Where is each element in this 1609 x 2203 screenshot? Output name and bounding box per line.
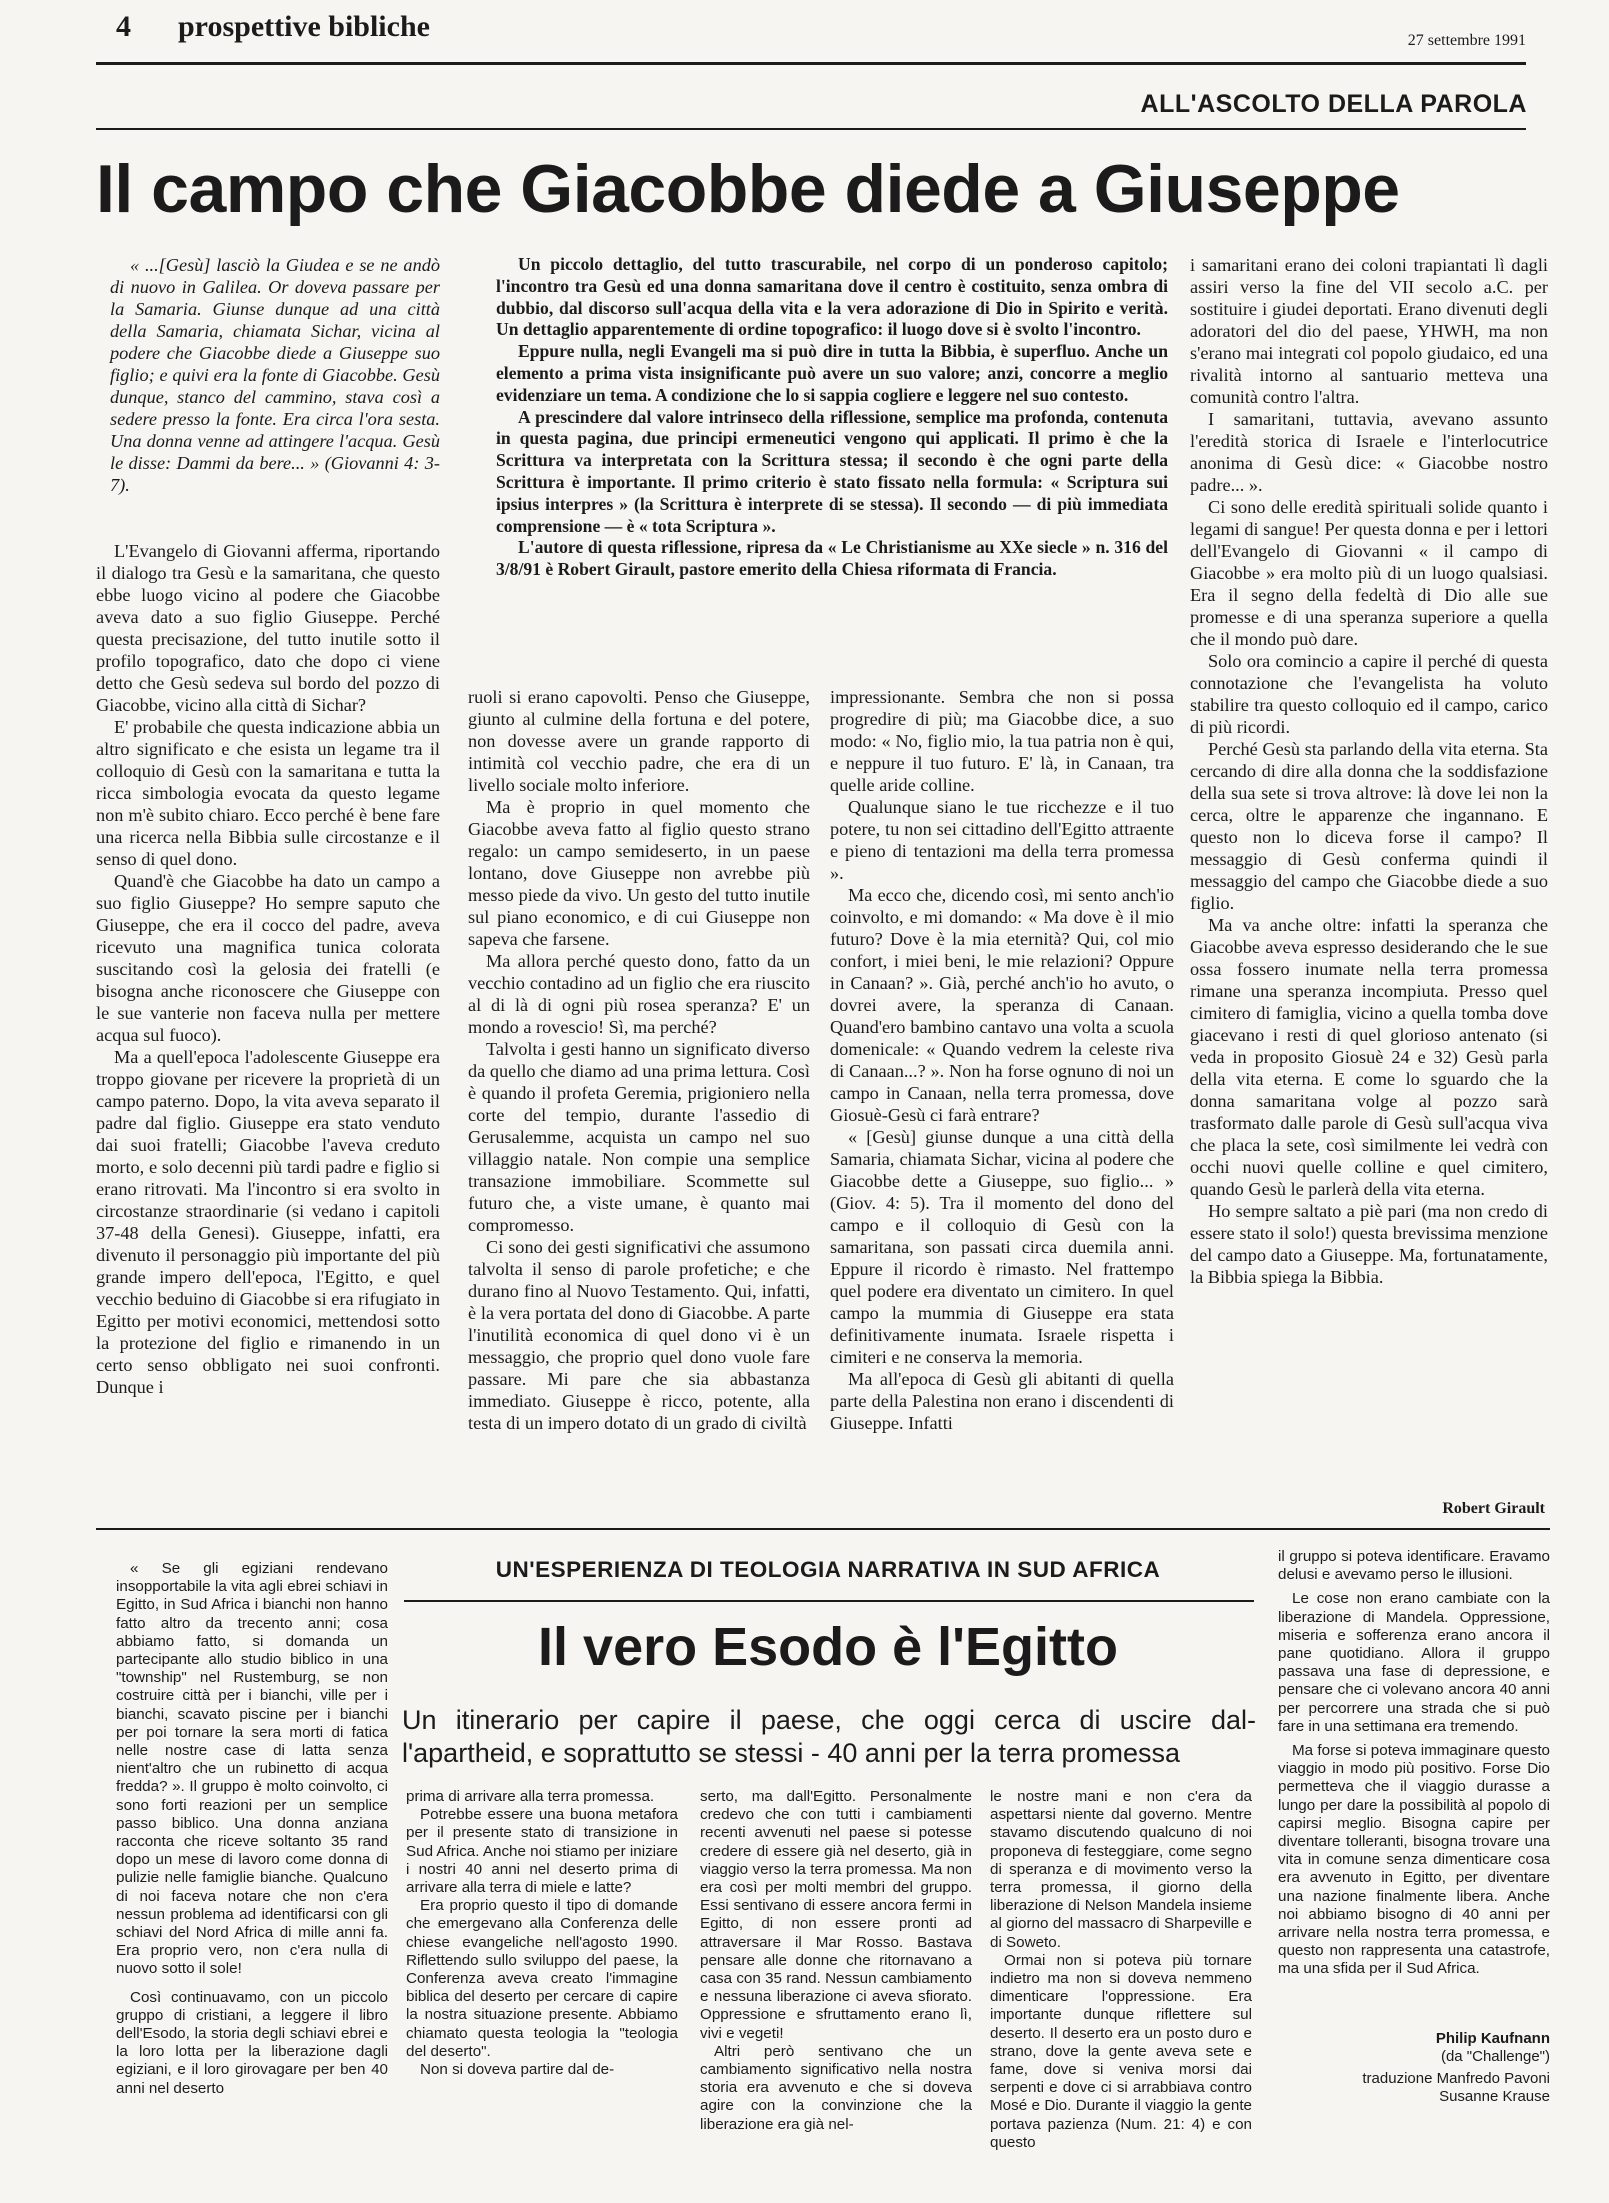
publication-name: prospettive bibliche [178,10,430,43]
kicker-rule [96,128,1526,130]
body-paragraph: serto, ma dall'Egitto. Personalmente credevo che con tutti i cambiamenti recenti avvenuti nel paese si potesse credere di essere già nel deserto, già in viaggio verso la terra promessa. Ma non era così per molti membri del gruppo. Essi sentivano di essere ancora fermi in Egitto, di non essere pronti ad attraversare il Mar Rosso. Bastava pensare alle donne che ritornavano a casa con 35 rand. Nessun cambiamento e nessuna liberazione ci aveva sfiorato. Oppressione e sfruttamento erano lì, vivi e vegeti! [700,1788,972,2042]
epigraph-text: « ...[Gesù] lasciò la Giudea e se ne andò di nuovo in Galilea. Or doveva passare per la Samaria. Giunse dunque ad una città della Samaria, chiamata Sichar, vicina al podere che Giacobbe diede a Giuseppe suo figlio; e quivi era la fonte di Giacobbe. Gesù dunque, stanco del cammino, stava così a sedere presso la fonte. Era circa l'ora sesta. Una donna venne ad attingere l'acqua. Gesù le disse: Dammi da bere... » (Giovanni 4: 3-7). [110,255,440,495]
body-paragraph: Così continuavamo, con un piccolo gruppo di cristiani, a leggere il libro dell'Esodo, la storia degli schiavi ebrei e la loro lotta per la liberazione dagli egiziani, e il loro girovagare per ben 40 anni nel deserto [116,1988,388,2097]
article2-sidebar [116,1560,388,2098]
article-separator [96,1528,1550,1530]
body-paragraph: L'Evangelo di Giovanni afferma, riportando il dialogo tra Gesù e la samaritana, che questo ebbe luogo vicino al podere che Giacobbe aveva dato a suo figlio Giuseppe. Perché questa precisazione, del tutto inutile sotto il profilo topografico, dato che dopo ci viene detto che Gesù sedeva sul bordo del pozzo di Giacobbe, vicino alla città di Sichar? [96,541,440,715]
body-paragraph: Ma a quell'epoca l'adolescente Giuseppe era troppo giovane per ricevere la proprietà di un campo paterno. Dopo, la vita aveva separato il padre dal figlio. Giuseppe era stato venduto dai suoi fratelli; Giacobbe l'aveva creduto morto, e solo decenni più tardi padre e figlio si erano ritrovati. Ma l'incontro si era svolto in circostanze straordinarie (si vedano i capitoli 37-48 della Genesi). Giuseppe, infatti, era divenuto il personaggio più importante del più grande impero dell'epoca, l'Egitto, e quel vecchio beduino di Giacobbe si era rifugiato in Egitto per motivi economici, mettendosi sotto la protezione del figlio e rimanendo in un certo senso obbligato nei suoi confronti. Dunque i [96,1047,440,1397]
article1-lead [496,254,1168,581]
translator-line: Susanne Krause [1439,2088,1550,2105]
article2-column-2 [700,1788,972,2134]
translator-line: traduzione Manfredo Pavoni [1362,2070,1550,2087]
lead-paragraph: Un piccolo dettaglio, del tutto trascurabile, nel corpo di un ponderoso capitolo; l'incontro tra Gesù ed una donna samaritana dove il centro è costituito, senza ombra di dubbio, dal discorso sull'acqua della vita e la vera adorazione di Dio in Spirito e verità. Un dettaglio apparentemente di ordine topografico: il luogo dove si è svolto l'incontro. [496,254,1168,340]
body-paragraph: Ma ecco che, dicendo così, mi sento anch'io coinvolto, e mi domando: « Ma dove è il mio futuro? Dove è la mia eternità? Qui, col mio confort, i miei beni, le mie relazioni? Oppure in Canaan? ». Già, perché anch'io ho avuto, o dovrei avere, la speranza di Canaan. Quand'ero bambino cantavo una volta a scuola domenicale: « Quando vedrem la celeste riva di Canaan...? ». Non ha forse ognuno di noi un campo in Canaan, nella terra promessa, dove Giosuè-Gesù ci farà entrare? [830,885,1174,1125]
body-paragraph: Ci sono dei gesti significativi che assumono talvolta il senso di parole profetiche; e che durano fino al Nuovo Testamento. Qui, infatti, è la vera portata del dono di Giacobbe. A parte l'inutilità economica di quel dono vi è un messaggio, che proprio quel dono vuole fare passare. Mi pare che sia abbastanza immediato. Giuseppe è ricco, potente, alla testa di un impero dotato di un grado di civiltà [468,1237,810,1433]
body-paragraph: Potrebbe essere una buona metafora per il presente stato di transizione in Sud Africa. Anche noi stiamo per iniziare i nostri 40 anni nel deserto prima di arrivare alla terra di miele e latte? [406,1806,678,1897]
article2-column-1 [406,1788,678,2079]
body-paragraph: le nostre mani e non c'era da aspettarsi niente dal governo. Mentre stavamo discutendo qualcuno di noi proponeva di festeggiare, come segno di speranza e di movimento verso la terra promessa, il giorno della liberazione di Nelson Mandela insieme al giorno del massacro di Sharpeville e di Soweto. [990,1788,1252,1951]
body-paragraph: « [Gesù] giunse dunque a una città della Samaria, chiamata Sichar, vicina al podere che Giacobbe dette a Giuseppe, suo figlio... » (Giov. 4: 5). Tra il momento del dono del campo e il colloquio di Gesù con la samaritana, son passati circa duemila anni. Eppure il ricordo è rimasto. Nel frattempo quel podere era diventato un cimitero. In quel campo la mummia di Giuseppe era stata definitivamente inumata. Israele rispetta i cimiteri e ne conserva la memoria. [830,1127,1174,1367]
article1-column-1 [96,540,440,1398]
author-source: (da "Challenge") [1440,2048,1550,2065]
article2-column-4 [1278,1548,1550,1979]
body-paragraph: Solo ora comincio a capire il perché di questa connotazione che l'evangelista ha voluto stabilire tra questo colloquio ed il campo, carico di più ricordi. [1190,651,1548,737]
body-paragraph: Le cose non erano cambiate con la liberazione di Mandela. Oppressione, miseria e sofferenza erano ancora il pane quotidiano. Allora il gruppo passava una fase di depressione, e pensare che ci volevano ancora 40 anni per percorrere una strada che si può fare in una settimana era tremendo. [1278,1590,1550,1735]
article1-column-4 [1190,254,1548,1288]
body-paragraph: Non si doveva partire dal de- [420,2061,615,2079]
body-paragraph: « Se gli egiziani rendevano insopportabile la vita agli ebrei schiavi in Egitto, in Sud Africa i bianchi non hanno fatto altro da trecento anni; cosa abbiamo fatto, si domanda un partecipante allo studio biblico in una "township" nel Rustemburg, se non costruire città per i bianchi, ville per i bianchi, scavato piscine per i bianchi per poi tornare la sera morti di fatica nelle nostre case di latta senza nient'altro che un rubinetto di acqua fredda? ». Il gruppo è molto coinvolto, ci sono forti reazioni per un semplice passo biblico. Una donna anziana racconta che riceve soltanto 35 rand dopo un mese di lavoro come donna di pulizie nelle famiglie bianche. Qualcuno di noi faceva notare che non c'era nessun problema ad identificarsi con gli schiavi del Nord Africa di mille anni fa. Era proprio vero, non c'era nulla di nuovo sotto il sole! [116,1560,388,1978]
article1-title: Il campo che Giacobbe diede a Giuseppe [96,151,1400,227]
body-paragraph: Ma va anche oltre: infatti la speranza che Giacobbe aveva espresso desiderando che le sue ossa fossero inumate nella terra promessa rimane una speranza incompiuta. Presso quel cimitero di famiglia, vicino a quella tomba dove giacevano i resti di quel glorioso antenato (si veda in proposito Giosuè 24 e 32) Gesù parla della vita eterna. E come lo sguardo che la donna samaritana volge al pozzo sarà trasformato dalle parole di Gesù sull'acqua viva che placa la sete, così similmente lei vedrà con occhi nuovi quelle colline e quel cimitero, quando Gesù le parlerà della vita eterna. [1190,915,1548,1199]
article2-signature [1278,2030,1550,2106]
body-paragraph: Perché Gesù sta parlando della vita eterna. Sta cercando di dire alla donna che la soddisfazione della sua sete si trova altrove: là dove lei non la cerca, oltre le apparenze che ingannano. E questo non lo diceva forse il campo? Il messaggio di Gesù conferma quindi il messaggio del campo che Giacobbe diede a suo figlio. [1190,739,1548,913]
article1-kicker: ALL'ASCOLTO DELLA PAROLA [1140,90,1527,118]
lead-paragraph: L'autore di questa riflessione, ripresa da « Le Christianisme au XXe siecle » n. 316 del 3/8/91 è Robert Girault, pastore emerito della Chiesa riformata di Francia. [496,537,1168,580]
article1-column-3 [830,686,1174,1434]
body-paragraph: prima di arrivare alla terra promessa. [406,1788,655,1805]
body-paragraph: Ho sempre saltato a piè pari (ma non credo di essere stato il solo!) questa brevissima menzione del campo dato a Giuseppe. Ma, fortunatamente, la Bibbia spiega la Bibbia. [1190,1201,1548,1287]
article1-epigraph [110,254,440,496]
author-name: Philip Kaufnann [1435,2030,1550,2047]
body-paragraph: Ci sono delle eredità spirituali solide quanto i legami di sangue! Per questa donna e per i lettori dell'Evangelo di Giovanni « il campo di Giacobbe » era molto più di un luogo qualsiasi. Era il segno della fedeltà di Dio alle sue promesse e di una speranza superiore a quella che il mondo può dare. [1190,497,1548,649]
body-paragraph: Quand'è che Giacobbe ha dato un campo a suo figlio Giuseppe? Ho sempre saputo che Giuseppe, che era il cocco del padre, aveva ricevuto una magnifica tunica colorata suscitando così la gelosia dei fratelli (e bisogna anche riconoscere che Giuseppe con le sue vanterie non faceva nulla per mettere acqua sul fuoco). [96,871,440,1045]
body-paragraph: Talvolta i gesti hanno un significato diverso da quello che diamo ad una prima lettura. Così è quando il profeta Geremia, prigioniero nella corte del tempio, durante l'assedio di Gerusalemme, acquista un campo nel suo villaggio natale. Non compie una semplice transazione immobiliare. Scommette sul futuro che, a viste umane, è quanto mai compromesso. [468,1039,810,1235]
lead-paragraph: A prescindere dal valore intrinseco della riflessione, semplice ma profonda, contenuta in questa pagina, due principi ermeneutici vengono qui applicati. Il primo è che la Scrittura va interpretata con la Scrittura stessa; il secondo è che ogni parte della Scrittura è importante. Il primo criterio è stato fissato nella formula: « Scriptura sui ipsius interpres » (la Scrittura è interprete di se stessa). Il secondo — di più immediata comprensione — è « tota Scriptura ». [496,406,1168,536]
page-header [96,6,1526,60]
issue-date: 27 settembre 1991 [1407,32,1526,49]
body-paragraph: I samaritani, tuttavia, avevano assunto l'eredità storica di Israele e l'interlocutrice anonima di Gesù dice: « Giacobbe nostro padre... ». [1190,409,1548,495]
body-paragraph: i samaritani erano dei coloni trapiantati lì dagli assiri verso la fine del VII secolo a.C. per sostituire i giudei deportati. Erano divenuti degli adoratori del dio del paese, YHWH, ma non s'erano mai integrati col popolo giudaico, ed una rivalità intorno al santuario metteva una comunità contro l'altra. [1190,255,1548,407]
body-paragraph: E' probabile che questa indicazione abbia un altro significato e che esista un legame tra il colloquio di Gesù con la samaritana e tutta la ricca simbologia evocata da questo legame non m'è subito chiaro. Ecco perché è bene fare una ricerca nella Bibbia sulle circostanze e il senso di quel dono. [96,717,440,869]
body-paragraph: impressionante. Sembra che non si possa progredire di più; ma Giacobbe dice, a suo modo: « No, figlio mio, la tua patria non è qui, e neppure il tuo futuro. E' là, in Canaan, tra quelle aride colline. [830,687,1174,795]
article2-title: Il vero Esodo è l'Egitto [538,1617,1118,1677]
body-paragraph: Ma è proprio in quel momento che Giacobbe aveva fatto al figlio questo strano regalo: un campo semideserto, in un paese lontano, dove Giuseppe non avrebbe più messo piede da vivo. Un gesto del tutto inutile sul piano economico, e di cui Giuseppe non sapeva che farsene. [468,797,810,949]
body-paragraph: Ormai non si poteva più tornare indietro ma non si doveva nemmeno dimenticare l'oppressione. Era importante dunque riflettere sul deserto. Il deserto era un posto duro e strano, dove la gente aveva sete e fame, dove si veniva morsi dai serpenti e dove ci si arrabbiava contro Mosé e Dio. Durante il viaggio la gente portava pazienza (Num. 21: 4) e con questo [990,1951,1252,2151]
article2-column-3 [990,1788,1252,2152]
body-paragraph: Ma all'epoca di Gesù gli abitanti di quella parte della Palestina non erano i discendenti di Giuseppe. Infatti [830,1369,1174,1433]
lead-paragraph: Eppure nulla, negli Evangeli ma si può dire in tutta la Bibbia, è superfluo. Anche un elemento a prima vista insignificante può avere un suo valore; anzi, concorre a meglio evidenziare un tema. A condizione che lo si sappia cogliere e leggere nel suo contesto. [496,341,1168,405]
page-number: 4 [116,10,131,43]
header-rule [96,62,1526,65]
body-paragraph: il gruppo si poteva identificare. Eravamo delusi e avevamo perso le illusioni. [1278,1548,1550,1584]
body-paragraph: ruoli si erano capovolti. Penso che Giuseppe, giunto al culmine della fortuna e del potere, non dovesse avere un grande rapporto di intimità col vecchio padre, che era di un livello sociale molto inferiore. [468,687,810,795]
article1-column-2 [468,686,810,1434]
body-paragraph: Era proprio questo il tipo di domande che emergevano alla Conferenza delle chiese evangeliche nell'agosto 1990. Riflettendo sullo sviluppo del paese, la Conferenza aveva creato l'immagine biblica del deserto per cercare di capire la nostra situazione presente. Abbiamo chiamato questa teologia la "teologia del deserto". [406,1897,678,2060]
body-paragraph: Altri però sentivano che un cambiamento significativo nella nostra storia era avvenuto e che si doveva agire con la convinzione che la liberazione era già nel- [700,2042,972,2133]
body-paragraph: Qualunque siano le tue ricchezze e il tuo potere, tu non sei cittadino dell'Egitto attraente e pieno di tentazioni ma della terra promessa ». [830,797,1174,883]
body-paragraph: Ma allora perché questo dono, fatto da un vecchio contadino ad un figlio che era riuscito al di là di ogni più rosea speranza? E' un mondo a rovescio! Sì, ma perché? [468,951,810,1037]
body-paragraph: Ma forse si poteva immaginare questo viaggio in modo più positivo. Forse Dio permetteva che il viaggio durasse a lungo per dare la possibilità al popolo di capirsi meglio. Bisogna capire per diventare tolleranti, bisogna trovare una vita in comune senza dimenticare cosa era avvenuto in Egitto, per diventare una nazione finalmente libera. Anche noi abbiamo bisogno di 40 anni per arrivare nella nostra terra promessa, e questo non rappresenta una catastrofe, ma una sfida per il Sud Africa. [1278,1742,1550,1978]
article2-kicker: UN'ESPERIENZA DI TEOLOGIA NARRATIVA IN SUD AFRICA [495,1557,1161,1582]
article2-subtitle: Un itinerario per capire il paese, che oggi cerca di uscire dal-l'apartheid, e soprattutto se stessi - 40 anni per la terra promessa [402,1705,1256,1768]
kicker2-rule [404,1600,1254,1602]
article1-signature: Robert Girault [1442,1500,1545,1517]
